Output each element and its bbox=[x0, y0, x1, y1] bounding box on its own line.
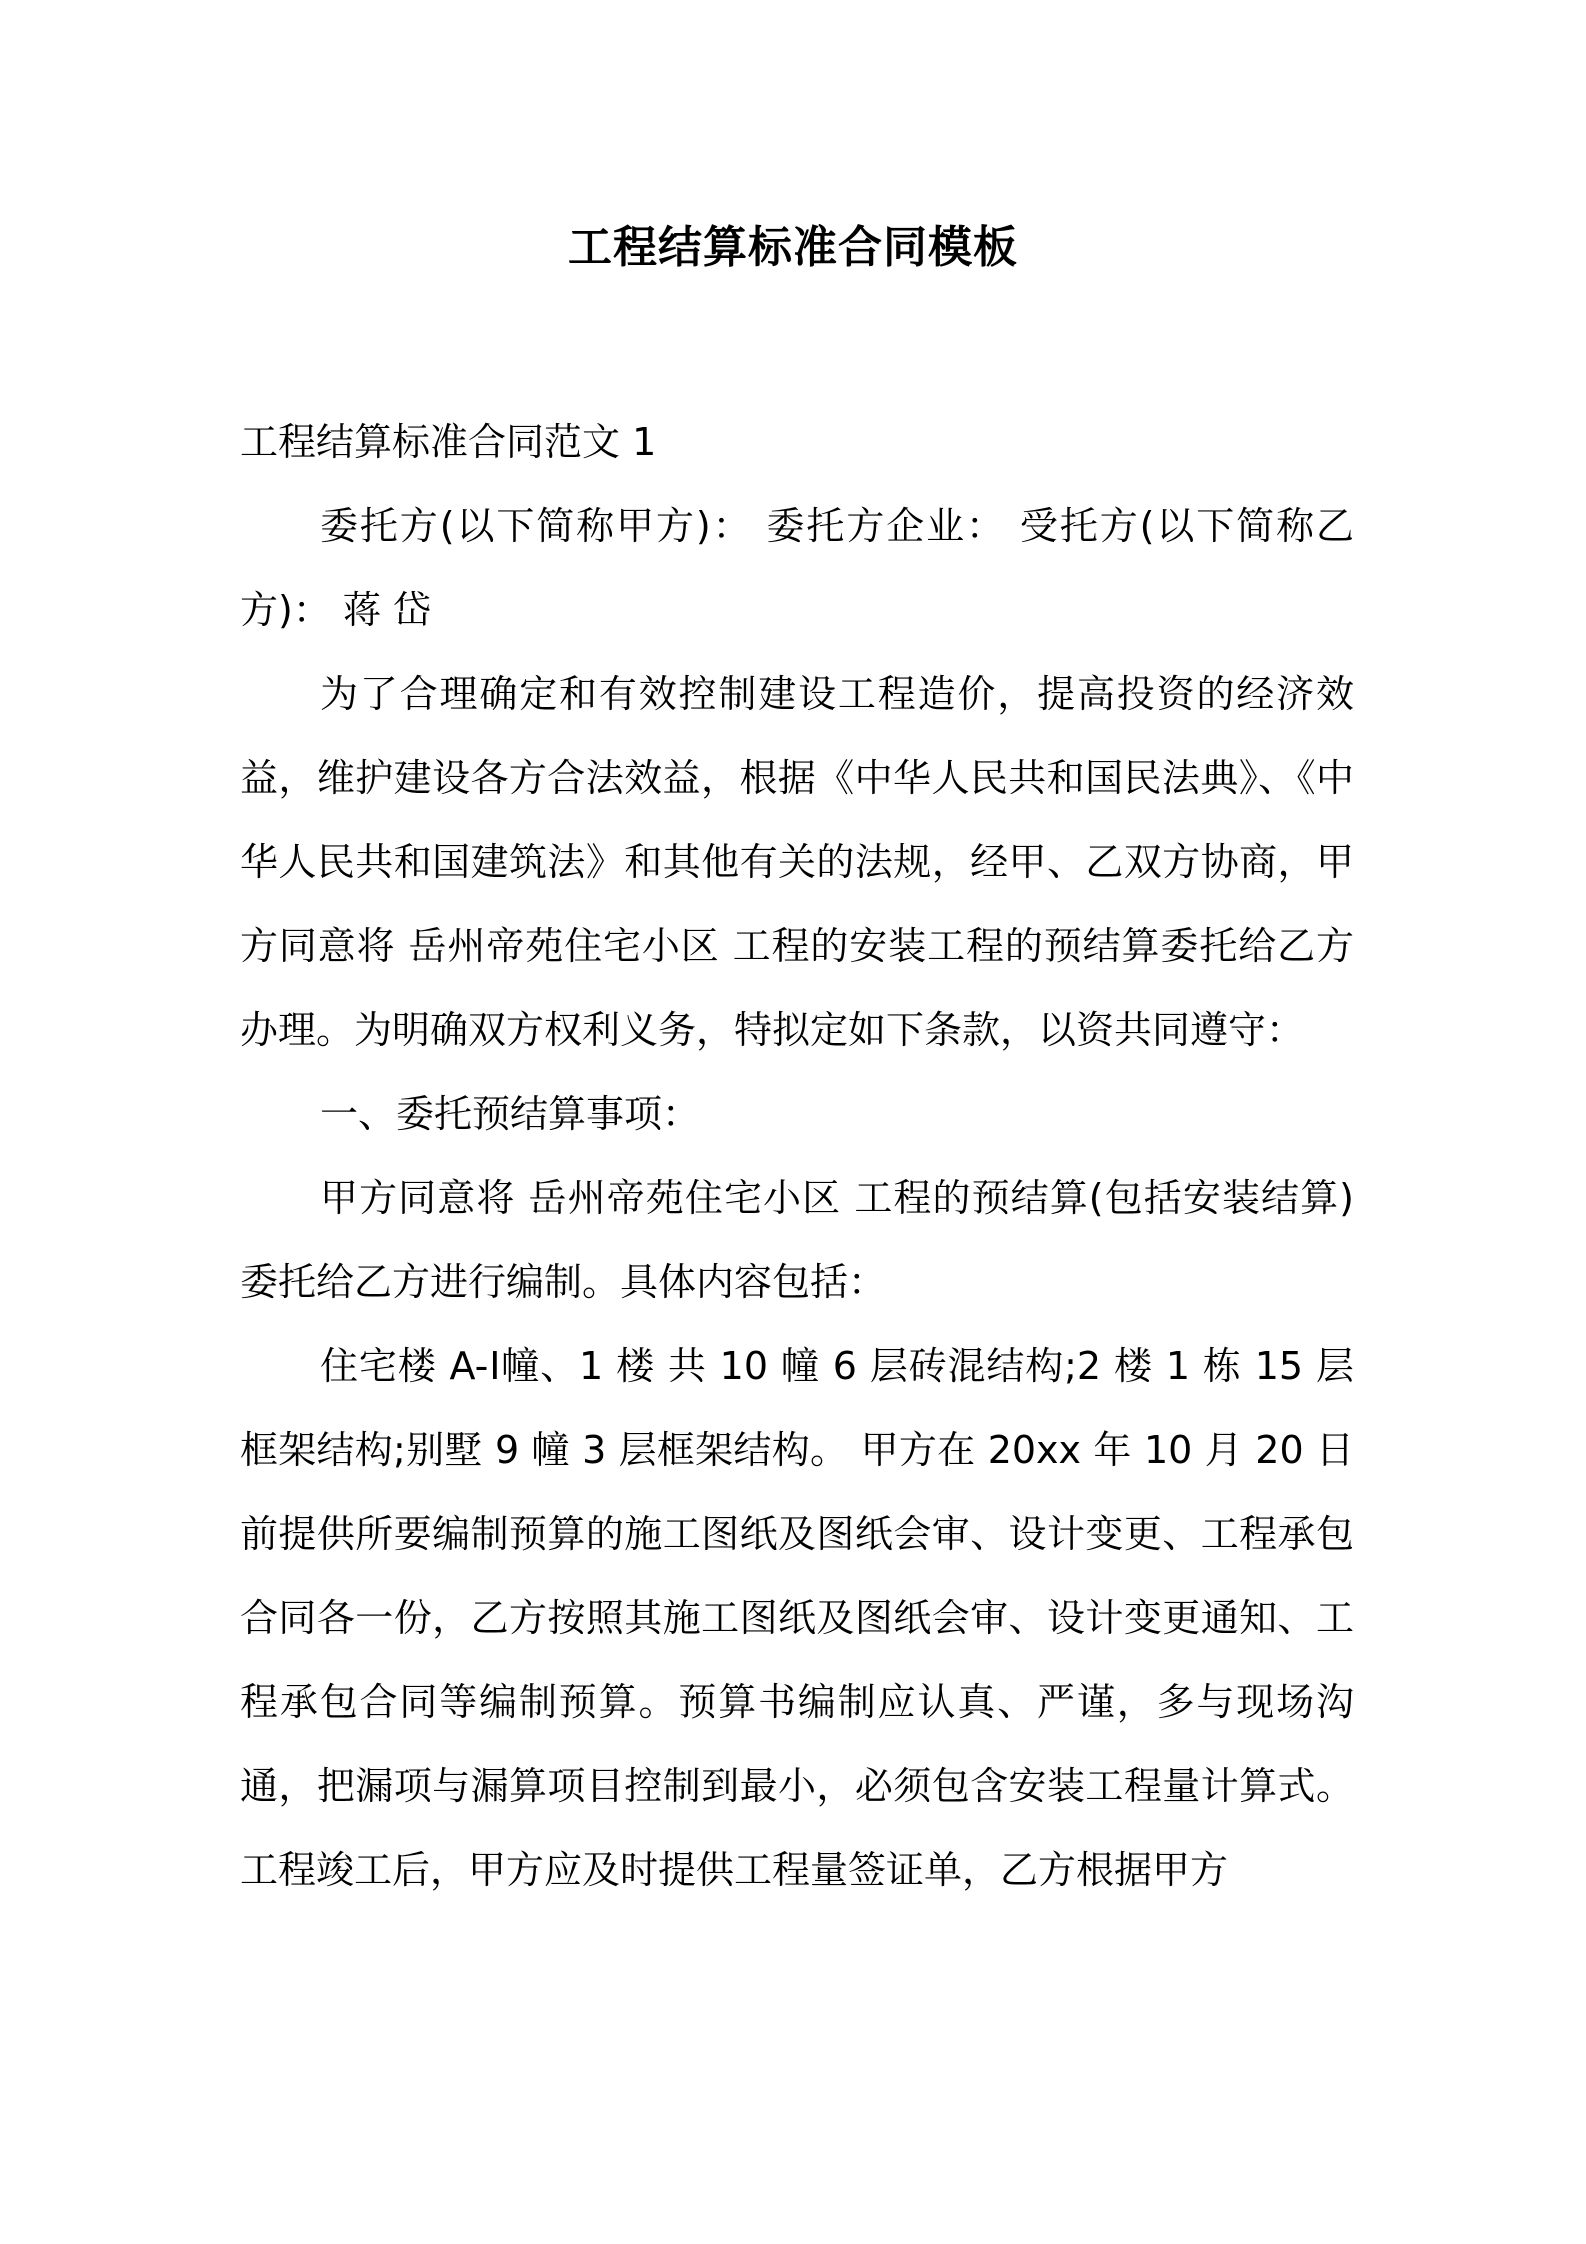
paragraph-scope: 甲方同意将 岳州帝苑住宅小区 工程的预结算(包括安装结算)委托给乙方进行编制。具体内容包括： bbox=[240, 1176, 1354, 1304]
document-title: 工程结算标准合同模板 bbox=[568, 222, 1018, 273]
paragraph-preamble: 为了合理确定和有效控制建设工程造价，提高投资的经济效益，维护建设各方合法效益，根据《中华人民共和国民法典》、《中华人民共和国建筑法》和其他有关的法规，经甲、乙双方协商，甲方同意将 岳州帝苑住宅小区 工程的安装工程的预结算委托给乙方办理。为明确双方权利义务，特拟定如下条款，以资共同遵守： bbox=[240, 672, 1354, 1052]
section-heading: 工程结算标准合同范文 1 bbox=[240, 420, 657, 464]
paragraph-details: 住宅楼 A-Ⅰ幢、1 楼 共 10 幢 6 层砖混结构;2 楼 1 栋 15 层框架结构;别墅 9 幢 3 层框架结构。 甲方在 20xx 年 10 月 20 日前提供所要编制预算的施工图纸及图纸会审、设计变更、工程承包合同各一份，乙方按照其施工图纸及图纸会审、设计变更通知、工程承包合同等编制预算。预算书编制应认真、严谨，多与现场沟通，把漏项与漏算项目控制到最小，必须包含安装工程量计算式。工程竣工后，甲方应及时提供工程量签证单，乙方根据甲方 bbox=[240, 1344, 1354, 1892]
document-body bbox=[240, 400, 1354, 1912]
paragraph-parties: 委托方(以下简称甲方)： 委托方企业： 受托方(以下简称乙方)： 蒋 岱 bbox=[240, 504, 1354, 632]
clause-heading-1: 一、委托预结算事项： bbox=[320, 1092, 701, 1136]
